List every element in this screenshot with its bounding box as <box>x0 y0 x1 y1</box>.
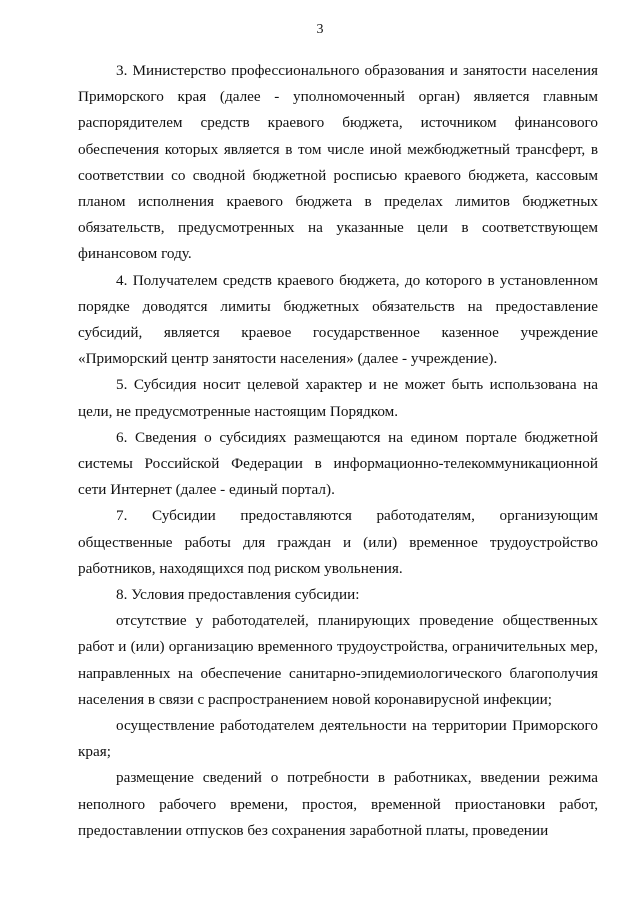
paragraph-7: 7. Субсидии предоставляются работодателям, организующим общественные работы для граждан и (или) временное трудоустройство работников, находящихся под риском увольнения. <box>78 507 598 577</box>
condition-info-placement: размещение сведений о потребности в работниках, введении режима неполного рабочего времени, простоя, временной приостановки работ, предоставлении отпусков без сохранения заработной платы, проведении <box>78 769 598 839</box>
condition-territory: осуществление работодателем деятельности на территории Приморского края; <box>78 717 598 761</box>
paragraph-4: 4. Получателем средств краевого бюджета, до которого в установленном порядке доводятся лимиты бюджетных обязательств на предоставление субсидий, является краевое государственное казенное учреждение «Приморский центр занятости населения» (далее - учреждение). <box>78 271 598 368</box>
paragraph-8-heading: 8. Условия предоставления субсидии: <box>116 586 360 604</box>
condition-no-restrictions: отсутствие у работодателей, планирующих проведение общественных работ и (или) организацию временного трудоустройства, ограничительных мер, направленных на обеспечение санитарно-эпидемиологического благополучия населения в связи с распространением новой коронавирусной инфекции; <box>78 612 598 708</box>
paragraph-6: 6. Сведения о субсидиях размещаются на едином портале бюджетной системы Российской Федерации в информационно-телекоммуникационной сети Интернет (далее - единый портал). <box>78 428 598 499</box>
page-number: 3 <box>316 22 324 37</box>
paragraph-5: 5. Субсидия носит целевой характер и не может быть использована на цели, не предусмотренные настоящим Порядком. <box>78 376 598 420</box>
paragraph-3: 3. Министерство профессионального образования и занятости населения Приморского края (далее - уполномоченный орган) является главным распорядителем средств краевого бюджета, источником финансового обеспечения которых является в том числе иной межбюджетный трансферт, в соответствии со сводной бюджетной росписью краевого бюджета, кассовым планом исполнения краевого бюджета в пределах лимитов бюджетных обязательств, предусмотренных на указанные цели в соответствующем финансовом году. <box>78 62 598 263</box>
document-body <box>78 58 598 844</box>
